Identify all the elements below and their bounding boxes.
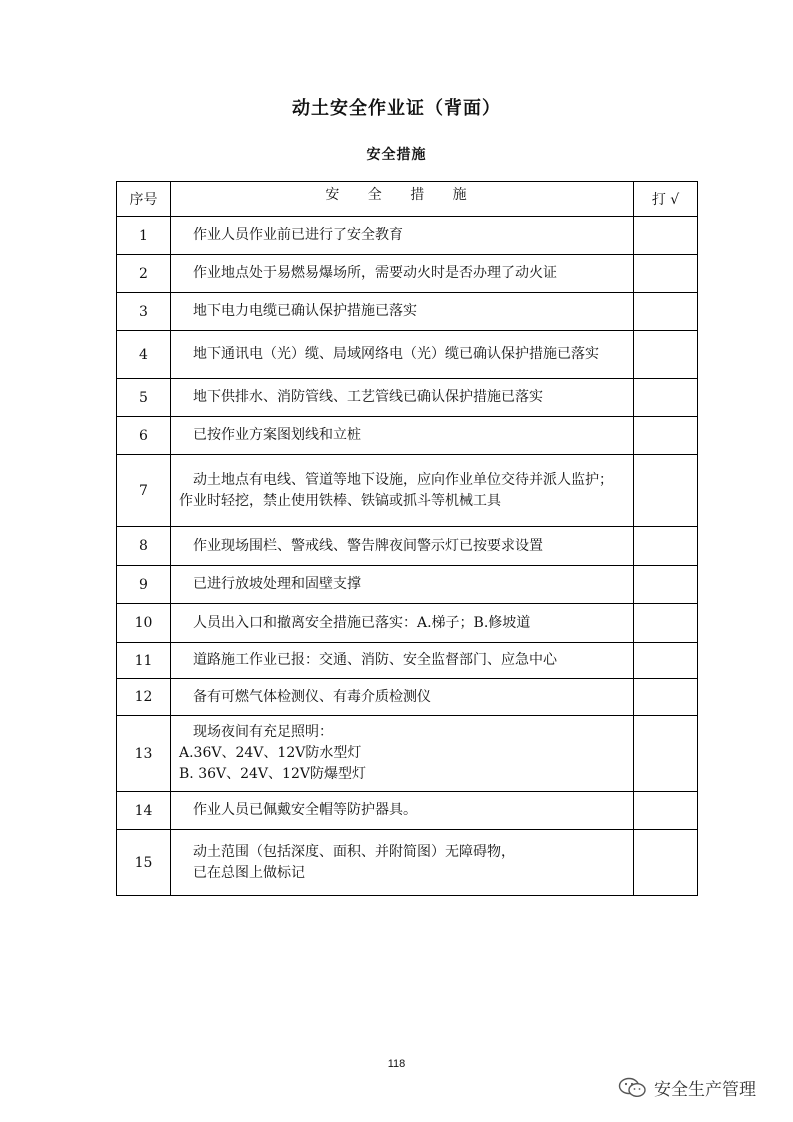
row-number: 11	[117, 643, 171, 679]
row-number: 6	[117, 417, 171, 455]
row-measure-text	[171, 716, 634, 792]
measure-line: 作业现场围栏、警戒线、警告牌夜间警示灯已按要求设置	[193, 537, 543, 554]
table-row	[117, 716, 698, 792]
table-row	[117, 379, 698, 417]
measure-line: 作业人员已佩戴安全帽等防护器具。	[193, 802, 417, 818]
page-title: 动土安全作业证（背面）	[292, 98, 501, 119]
row-check-cell[interactable]	[634, 293, 698, 331]
measure-line: B. 36V、24V、12V防爆型灯	[179, 766, 366, 782]
row-check-cell[interactable]	[634, 604, 698, 643]
table-row	[117, 293, 698, 331]
row-check-cell[interactable]	[634, 379, 698, 417]
row-measure-text	[171, 217, 634, 255]
row-number: 15	[117, 830, 171, 896]
table-row	[117, 255, 698, 293]
measure-line: 已在总图上做标记	[193, 864, 305, 881]
row-number: 4	[117, 331, 171, 379]
header-number: 序号	[117, 182, 171, 217]
row-measure-text	[171, 293, 634, 331]
row-check-cell[interactable]	[634, 455, 698, 527]
wechat-icon	[618, 1077, 648, 1099]
row-check-cell[interactable]	[634, 716, 698, 792]
row-number: 12	[117, 679, 171, 716]
measure-line: 动土地点有电线、管道等地下设施，应向作业单位交待并派人监护；作业时轻挖，禁止使用铁棒、铁镐或抓斗等机械工具	[179, 471, 613, 509]
section-subtitle: 安全措施	[366, 147, 427, 163]
row-number: 1	[117, 217, 171, 255]
measure-line: 已按作业方案图划线和立桩	[193, 427, 361, 443]
row-number: 10	[117, 604, 171, 643]
safety-measures-table	[116, 181, 698, 896]
table-row	[117, 455, 698, 527]
table-row	[117, 643, 698, 679]
row-measure-text	[171, 255, 634, 293]
measure-line: 地下供排水、消防管线、工艺管线已确认保护措施已落实	[193, 389, 543, 405]
row-number: 13	[117, 716, 171, 792]
table-row	[117, 792, 698, 830]
header-check: 打 √	[634, 182, 698, 217]
row-number: 14	[117, 792, 171, 830]
row-check-cell[interactable]	[634, 217, 698, 255]
row-check-cell[interactable]	[634, 331, 698, 379]
table-row	[117, 417, 698, 455]
row-measure-text	[171, 566, 634, 604]
row-number: 7	[117, 455, 171, 527]
row-measure-text	[171, 331, 634, 379]
row-check-cell[interactable]	[634, 792, 698, 830]
watermark	[618, 1075, 756, 1100]
table-row	[117, 679, 698, 716]
measure-line: 地下通讯电（光）缆、局域网络电（光）缆已确认保护措施已落实	[193, 346, 599, 362]
measure-line: 道路施工作业已报：交通、消防、安全监督部门、应急中心	[193, 652, 557, 668]
row-measure-text	[171, 527, 634, 566]
row-measure-text	[171, 417, 634, 455]
measure-line: 作业人员作业前已进行了安全教育	[193, 227, 403, 243]
measure-line: 地下电力电缆已确认保护措施已落实	[193, 303, 417, 319]
row-number: 2	[117, 255, 171, 293]
row-check-cell[interactable]	[634, 679, 698, 716]
table-body	[117, 217, 698, 896]
row-measure-text	[171, 455, 634, 527]
measure-line: 备有可燃气体检测仪、有毒介质检测仪	[193, 688, 431, 705]
measure-line: 现场夜间有充足照明：	[193, 724, 333, 740]
row-measure-text	[171, 792, 634, 830]
measure-line: 已进行放坡处理和固壁支撑	[193, 576, 361, 592]
measure-line: 人员出入口和撤离安全措施已落实：A.梯子；B.修坡道	[193, 614, 531, 631]
page-number: 118	[387, 1058, 406, 1070]
header-measure: 安 全 措 施	[171, 182, 634, 217]
table-row	[117, 604, 698, 643]
row-check-cell[interactable]	[634, 566, 698, 604]
row-number: 8	[117, 527, 171, 566]
row-number: 3	[117, 293, 171, 331]
row-number: 5	[117, 379, 171, 417]
row-check-cell[interactable]	[634, 255, 698, 293]
measure-line: 动土范围（包括深度、面积、并附简图）无障碍物，	[193, 843, 515, 860]
row-check-cell[interactable]	[634, 527, 698, 566]
table-row	[117, 566, 698, 604]
table-row	[117, 217, 698, 255]
row-check-cell[interactable]	[634, 643, 698, 679]
measure-line: 作业地点处于易燃易爆场所，需要动火时是否办理了动火证	[193, 265, 557, 281]
table-header-row	[117, 182, 698, 217]
measure-line: A.36V、24V、12V防水型灯	[179, 745, 362, 761]
row-measure-text	[171, 379, 634, 417]
row-check-cell[interactable]	[634, 830, 698, 896]
table-row	[117, 331, 698, 379]
table-row	[117, 830, 698, 896]
watermark-text: 安全生产管理	[654, 1080, 756, 1100]
row-measure-text	[171, 604, 634, 643]
row-number: 9	[117, 566, 171, 604]
row-check-cell[interactable]	[634, 417, 698, 455]
row-measure-text	[171, 643, 634, 679]
row-measure-text	[171, 830, 634, 896]
row-measure-text	[171, 679, 634, 716]
table-row	[117, 527, 698, 566]
